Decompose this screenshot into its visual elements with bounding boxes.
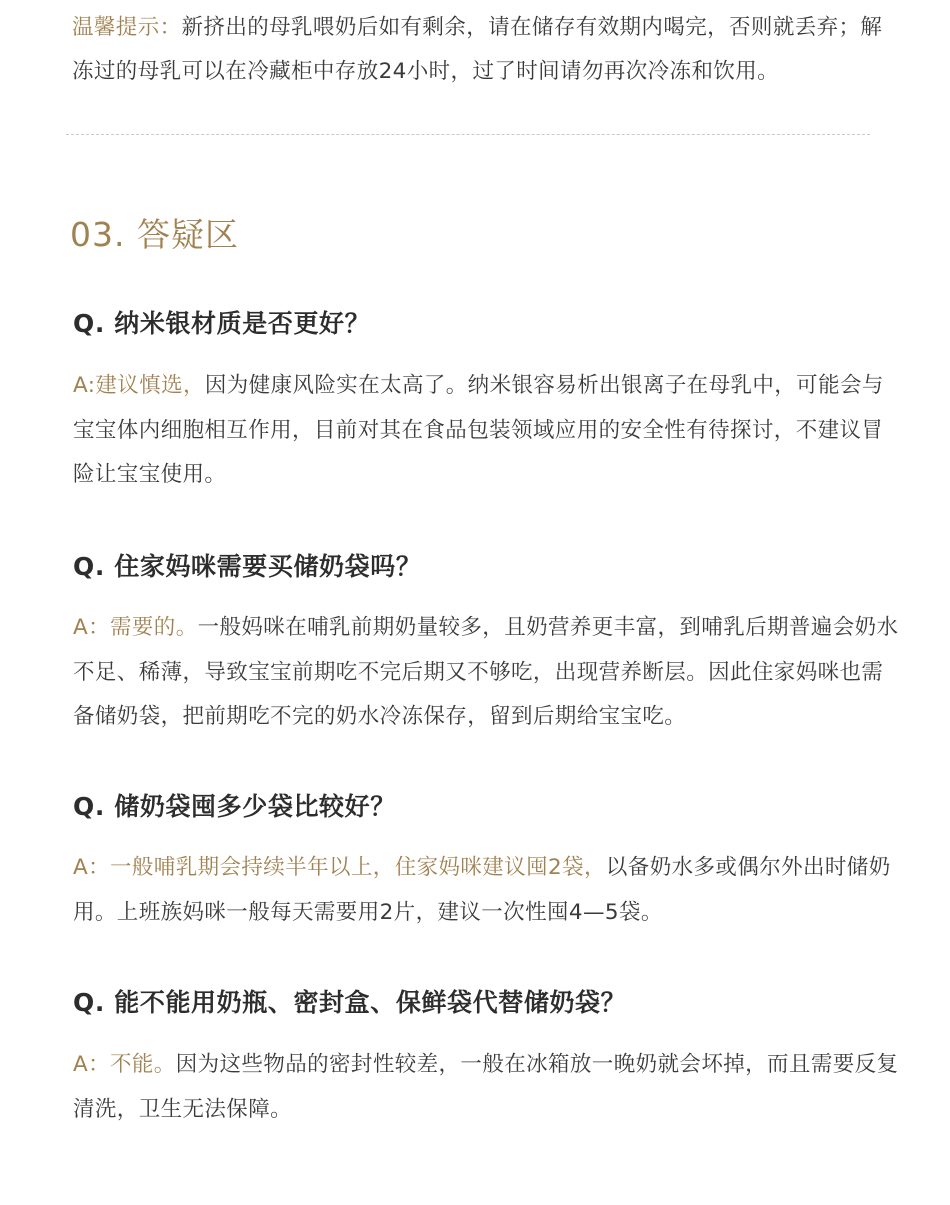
answer-highlight: A：一般哺乳期会持续半年以上，住家妈咪建议囤2袋， <box>73 855 606 880</box>
faq-question: Q. 纳米银材质是否更好？ <box>73 309 371 338</box>
tip-paragraph <box>72 6 902 94</box>
section-title: 03. 答疑区 <box>70 215 239 254</box>
faq-answer <box>73 606 903 740</box>
answer-highlight: A：需要的。 <box>73 615 198 640</box>
answer-highlight: A:建议慎选， <box>73 373 205 398</box>
faq-answer <box>73 1043 903 1132</box>
answer-text: 一般妈咪在哺乳前期奶量较多，且奶营养更丰富，到哺乳后期普遍会奶水不足、稀薄，导致宝宝前期吃不完后期又不够吃，出现营养断层。因此住家妈咪也需备储奶袋，把前期吃不完的奶水冷冻保存，留到后期给宝宝吃。 <box>73 615 899 729</box>
answer-text: 以备奶水多或偶尔外出时储奶用。上班族妈咪一般每天需要用2片，建议一次性囤4—5袋。 <box>73 855 891 925</box>
tip-text: 新挤出的母乳喂奶后如有剩余，请在储存有效期内喝完，否则就丢弃；解冻过的母乳可以在冷藏柜中存放24小时，过了时间请勿再次冷冻和饮用。 <box>72 15 883 84</box>
answer-text: 因为健康风险实在太高了。纳米银容易析出银离子在母乳中，可能会与宝宝体内细胞相互作用，目前对其在食品包装领域应用的安全性有待探讨，不建议冒险让宝宝使用。 <box>73 373 884 487</box>
faq-answer <box>73 846 903 935</box>
faq-answer <box>73 364 903 498</box>
faq-question: Q. 储奶袋囤多少袋比较好？ <box>73 792 396 821</box>
faq-question: Q. 住家妈咪需要买储奶袋吗？ <box>73 552 422 581</box>
dashed-divider <box>66 134 870 135</box>
faq-question: Q. 能不能用奶瓶、密封盒、保鲜袋代替储奶袋？ <box>73 988 627 1017</box>
tip-label: 温馨提示： <box>72 15 182 40</box>
answer-text: 因为这些物品的密封性较差，一般在冰箱放一晚奶就会坏掉，而且需要反复清洗，卫生无法保障。 <box>73 1052 899 1122</box>
answer-highlight: A：不能。 <box>73 1052 176 1077</box>
